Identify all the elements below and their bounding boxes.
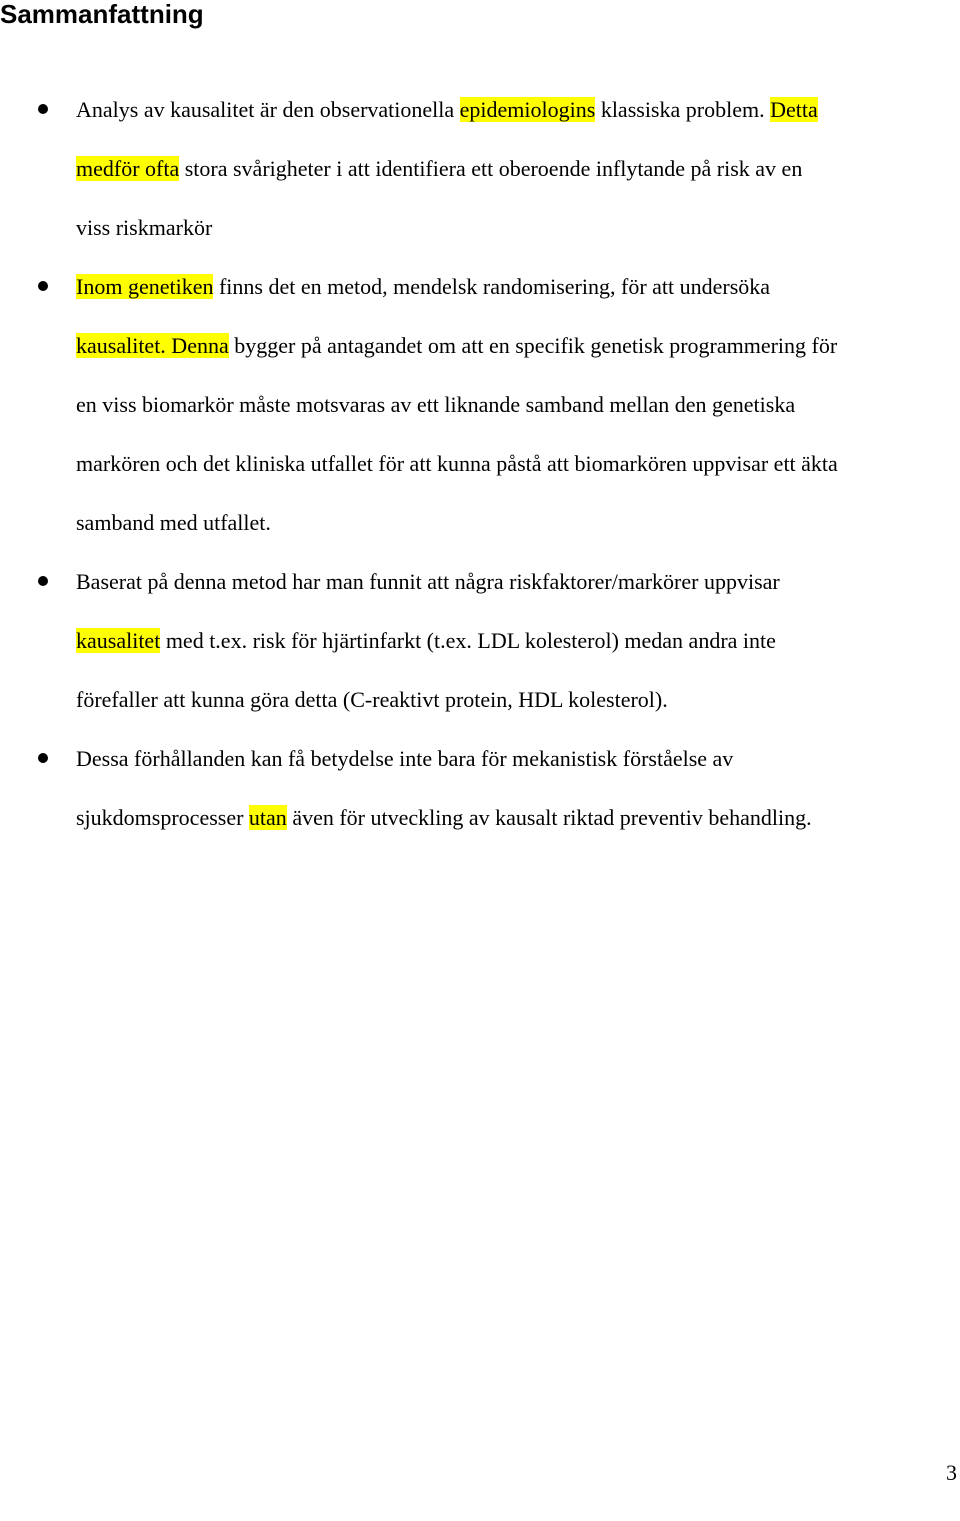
bullet-dot-icon (38, 104, 48, 114)
text-line (76, 670, 960, 729)
page-number: 3 (946, 1460, 957, 1485)
text-segment: klassiska problem. (595, 97, 771, 122)
bullet-dot-icon (38, 753, 48, 763)
summary-bullet-list (0, 80, 960, 847)
text-segment: markören och det kliniska utfallet för att kunna påstå att biomarkören uppvisar ett äkta (76, 451, 838, 476)
text-segment: Analys av kausalitet är den observationella (76, 97, 460, 122)
summary-bullet (0, 552, 960, 729)
text-line (76, 788, 960, 847)
text-line (76, 139, 960, 198)
text-segment: en viss biomarkör måste motsvaras av ett liknande samband mellan den genetiska (76, 392, 796, 417)
text-segment: samband med utfallet. (76, 510, 271, 535)
text-segment: även för utveckling av kausalt riktad preventiv behandling. (286, 805, 812, 830)
text-line (76, 552, 960, 611)
text-segment: Baserat på denna metod har man funnit att några riskfaktorer/markörer uppvisar (76, 569, 780, 594)
highlighted-text: kausalitet. Denna (76, 333, 229, 358)
summary-bullet (0, 257, 960, 552)
text-segment: Dessa förhållanden kan få betydelse inte bara för mekanistisk förståelse av (76, 746, 734, 771)
highlighted-text: epidemiologins (459, 97, 596, 122)
highlighted-text: utan (248, 805, 287, 830)
highlighted-text: kausalitet (76, 628, 161, 653)
text-line (76, 257, 960, 316)
text-line (76, 80, 960, 139)
summary-bullet (0, 729, 960, 847)
highlighted-text: Detta (770, 97, 818, 122)
text-segment: viss riskmarkör (76, 215, 213, 240)
text-line (76, 729, 960, 788)
text-segment: förefaller att kunna göra detta (C-reaktivt protein, HDL kolesterol). (76, 687, 668, 712)
text-segment: finns det en metod, mendelsk randomisering, för att undersöka (213, 274, 771, 299)
text-line (76, 316, 960, 375)
bullet-dot-icon (38, 576, 48, 586)
text-line (76, 493, 960, 552)
text-line (76, 375, 960, 434)
text-segment: stora svårigheter i att identifiera ett oberoende inflytande på risk av en (179, 156, 803, 181)
summary-bullet (0, 80, 960, 257)
text-line (76, 198, 960, 257)
text-segment: bygger på antagandet om att en specifik genetisk programmering för (228, 333, 838, 358)
text-segment: med t.ex. risk för hjärtinfarkt (t.ex. LDL kolesterol) medan andra inte (160, 628, 776, 653)
text-segment: sjukdomsprocesser (76, 805, 249, 830)
text-line (76, 611, 960, 670)
text-line (76, 434, 960, 493)
bullet-dot-icon (38, 281, 48, 291)
section-heading: Sammanfattning (0, 0, 204, 29)
highlighted-text: Inom genetiken (76, 274, 214, 299)
highlighted-text: medför ofta (76, 156, 180, 181)
